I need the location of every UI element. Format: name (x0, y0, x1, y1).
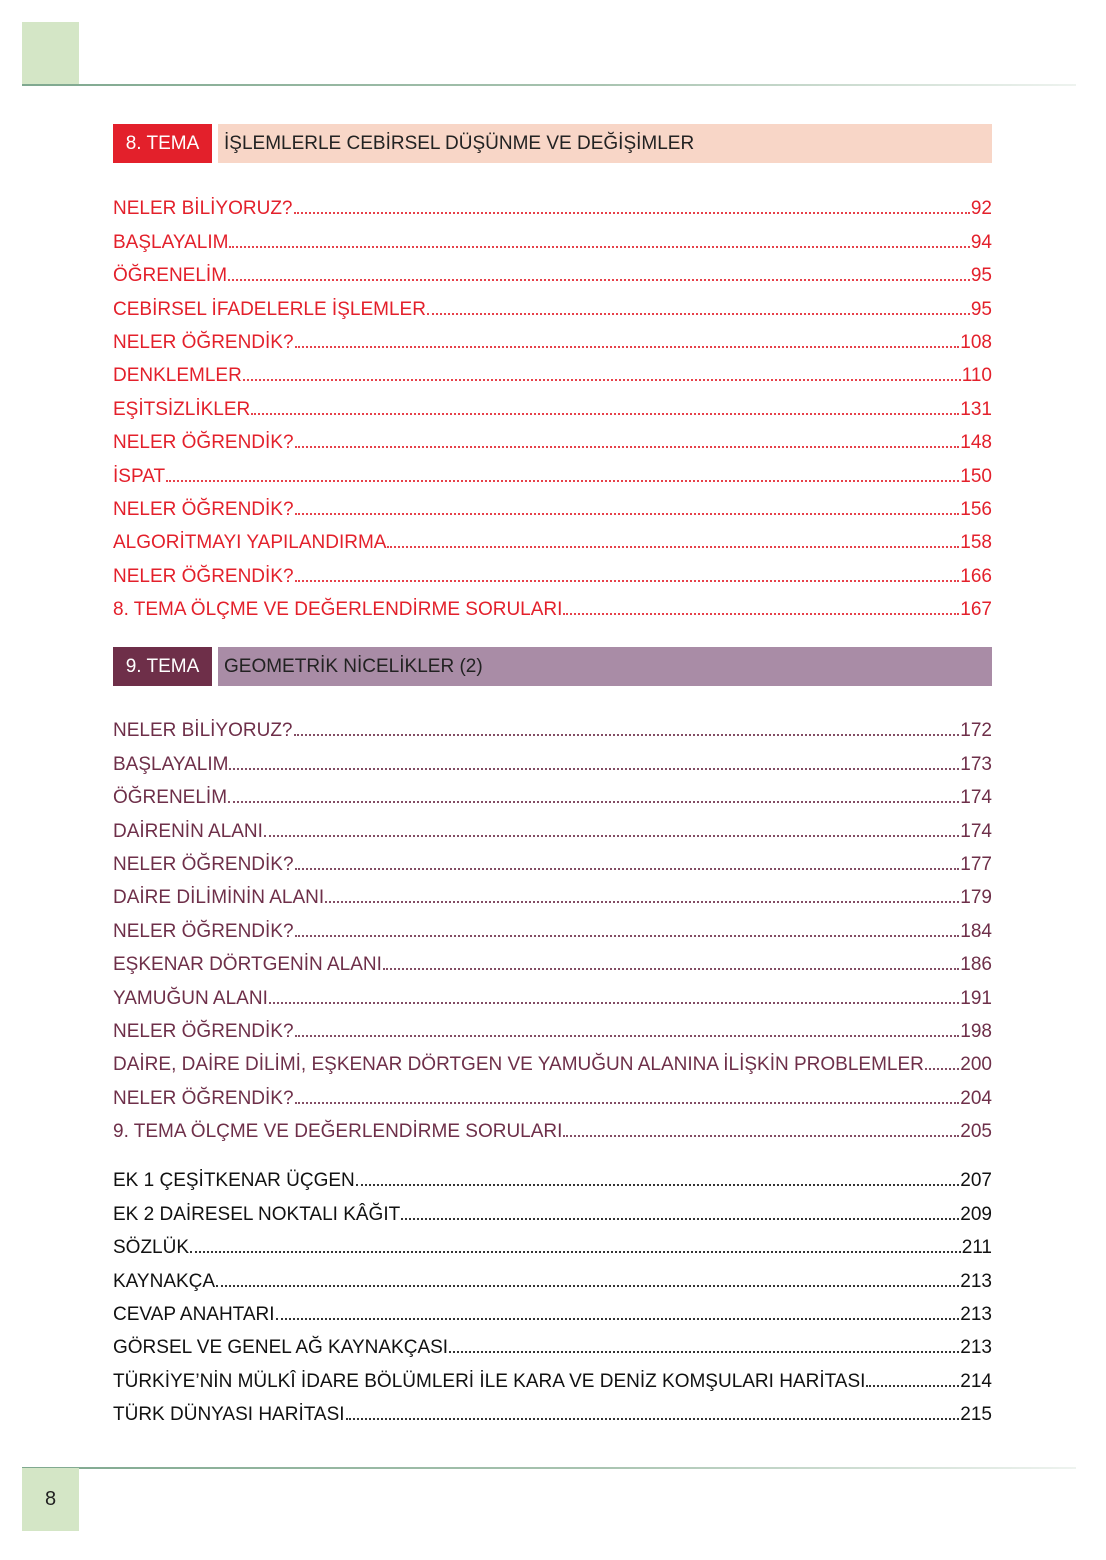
toc-entry-page: 213 (960, 1337, 992, 1359)
toc-entry-title: DAİRE, DAİRE DİLİMİ, EŞKENAR DÖRTGEN VE YAMUĞUN ALANINA İLİŞKİN PROBLEMLER (113, 1054, 924, 1076)
toc-entry-title: NELER BİLİYORUZ? (113, 198, 293, 220)
toc-entry[interactable] (113, 423, 992, 456)
dot-leader (401, 1218, 959, 1220)
toc-entry-title: KAYNAKÇA (113, 1270, 216, 1292)
dot-leader (295, 868, 960, 870)
toc-entry-title: 8. TEMA ÖLÇME VE DEĞERLENDİRME SORULARI (113, 599, 563, 621)
theme-9-toc-list (113, 711, 992, 1145)
toc-entry-page: 156 (960, 498, 992, 520)
toc-entry-page: 95 (970, 265, 992, 287)
toc-entry-title: 9. TEMA ÖLÇME VE DEĞERLENDİRME SORULARI (113, 1121, 563, 1143)
dot-leader (866, 1385, 959, 1387)
toc-entry-title: TÜRKİYE’NİN MÜLKÎ İDARE BÖLÜMLERİ İLE KARA VE DENİZ KOMŞULARI HARİTASI (113, 1370, 866, 1392)
dot-leader (295, 1102, 960, 1104)
toc-entry-title: GÖRSEL VE GENEL AĞ KAYNAKÇASI (113, 1337, 449, 1359)
toc-entry-title: NELER ÖĞRENDİK? (113, 1087, 294, 1109)
toc-entry[interactable] (113, 1361, 992, 1394)
toc-entry-page: 173 (960, 753, 992, 775)
top-rule (22, 84, 1076, 86)
dot-leader (243, 379, 961, 381)
toc-entry-title: ÖĞRENELİM (113, 265, 228, 287)
toc-entry-page: 110 (961, 365, 992, 387)
toc-entry-title: NELER ÖĞRENDİK? (113, 498, 294, 520)
toc-entry-page: 174 (960, 787, 992, 809)
toc-entry-page: 148 (960, 432, 992, 454)
toc-entry-title: EK 1 ÇEŞİTKENAR ÜÇGEN (113, 1170, 355, 1192)
dot-leader (295, 446, 960, 448)
toc-entry[interactable] (113, 711, 992, 744)
dot-leader (228, 279, 970, 281)
dot-leader (295, 513, 960, 515)
toc-entry-page: 174 (960, 820, 992, 842)
toc-entry-page: 214 (960, 1370, 992, 1392)
toc-entry-page: 131 (960, 398, 992, 420)
toc-entry-title: DAİRE DİLİMİNİN ALANI (113, 887, 325, 909)
toc-entry-page: 150 (960, 465, 992, 487)
dot-leader (383, 968, 959, 970)
toc-entry-title: BAŞLAYALIM (113, 231, 229, 253)
dot-leader (346, 1418, 960, 1420)
toc-entry-title: NELER ÖĞRENDİK? (113, 853, 294, 875)
toc-entry-page: 172 (960, 720, 992, 742)
toc-entry-page: 207 (960, 1170, 992, 1192)
toc-entry-title: EŞİTSİZLİKLER (113, 398, 251, 420)
toc-entry[interactable] (113, 945, 992, 978)
toc-entry-title: BAŞLAYALIM (113, 753, 229, 775)
toc-entry-page: 213 (960, 1270, 992, 1292)
toc-entry[interactable] (113, 189, 992, 222)
dot-leader (563, 613, 959, 615)
toc-entry-title: NELER ÖĞRENDİK? (113, 331, 294, 353)
theme-9-title: GEOMETRİK NİCELİKLER (2) (218, 647, 992, 686)
toc-entry[interactable] (113, 1328, 992, 1361)
toc-entry[interactable] (113, 1228, 992, 1261)
toc-entry-page: 186 (960, 954, 992, 976)
toc-entry-title: NELER ÖĞRENDİK? (113, 565, 294, 587)
toc-entry-page: 177 (960, 853, 992, 875)
toc-entry[interactable] (113, 778, 992, 811)
toc-entry[interactable] (113, 878, 992, 911)
theme-9-header (113, 647, 992, 686)
dot-leader (251, 413, 959, 415)
dot-leader (295, 1035, 960, 1037)
dot-leader (294, 734, 960, 736)
dot-leader (228, 801, 959, 803)
dot-leader (190, 1251, 961, 1253)
appendix-toc-list (113, 1161, 992, 1428)
toc-entry-title: EK 2 DAİRESEL NOKTALI KÂĞIT (113, 1203, 401, 1225)
bottom-rule (22, 1467, 1076, 1469)
corner-decoration-top (22, 22, 79, 85)
toc-entry-title: İSPAT (113, 465, 166, 487)
toc-entry[interactable] (113, 811, 992, 844)
toc-entry-title: TÜRK DÜNYASI HARİTASI (113, 1404, 345, 1426)
toc-entry[interactable] (113, 490, 992, 523)
toc-entry-page: 92 (970, 198, 992, 220)
toc-entry[interactable] (113, 289, 992, 322)
theme-8-number: 8. TEMA (113, 124, 212, 163)
dot-leader (295, 935, 960, 937)
toc-entry[interactable] (113, 356, 992, 389)
toc-entry[interactable] (113, 1194, 992, 1227)
toc-entry-title: CEBİRSEL İFADELERLE İŞLEMLER (113, 298, 426, 320)
dot-leader (216, 1285, 959, 1287)
toc-entry-page: 204 (960, 1087, 992, 1109)
dot-leader (925, 1068, 959, 1070)
toc-entry-page: 198 (960, 1020, 992, 1042)
toc-entry-page: 191 (960, 987, 992, 1009)
toc-entry-title: ÖĞRENELİM (113, 787, 228, 809)
toc-entry-page: 209 (960, 1203, 992, 1225)
toc-entry[interactable] (113, 1295, 992, 1328)
dot-leader (427, 313, 970, 315)
toc-entry-page: 205 (960, 1121, 992, 1143)
toc-entry[interactable] (113, 1045, 992, 1078)
toc-entry[interactable] (113, 523, 992, 556)
toc-entry-title: ALGORİTMAYI YAPILANDIRMA (113, 532, 387, 554)
theme-8-toc-list (113, 189, 992, 623)
dot-leader (229, 768, 959, 770)
toc-entry[interactable] (113, 845, 992, 878)
toc-entry[interactable] (113, 978, 992, 1011)
toc-entry-page: 215 (960, 1404, 992, 1426)
toc-entry-page: 95 (970, 298, 992, 320)
toc-entry[interactable] (113, 1161, 992, 1194)
dot-leader (264, 835, 959, 837)
toc-entry-title: CEVAP ANAHTARI (113, 1303, 275, 1325)
toc-entry[interactable] (113, 590, 992, 623)
dot-leader (387, 546, 959, 548)
toc-entry[interactable] (113, 911, 992, 944)
toc-entry-title: NELER ÖĞRENDİK? (113, 1020, 294, 1042)
toc-entry[interactable] (113, 744, 992, 777)
dot-leader (295, 346, 960, 348)
dot-leader (229, 246, 969, 248)
toc-entry[interactable] (113, 1012, 992, 1045)
toc-entry[interactable] (113, 389, 992, 422)
toc-entry-title: DENKLEMLER (113, 365, 242, 387)
toc-entry-page: 166 (960, 565, 992, 587)
toc-entry-title: NELER ÖĞRENDİK? (113, 920, 294, 942)
toc-entry-title: SÖZLÜK (113, 1237, 190, 1259)
toc-entry-title: NELER ÖĞRENDİK? (113, 432, 294, 454)
dot-leader (276, 1318, 960, 1320)
toc-entry-title: NELER BİLİYORUZ? (113, 720, 293, 742)
toc-entry-page: 108 (960, 331, 992, 353)
theme-8-title: İŞLEMLERLE CEBİRSEL DÜŞÜNME VE DEĞİŞİMLER (218, 124, 992, 163)
toc-entry-title: EŞKENAR DÖRTGENİN ALANI (113, 954, 382, 976)
toc-entry-title: YAMUĞUN ALANI (113, 987, 268, 1009)
page-number: 8 (44, 1488, 57, 1510)
toc-entry-page: 200 (960, 1054, 992, 1076)
toc-entry[interactable] (113, 1078, 992, 1111)
toc-entry[interactable] (113, 222, 992, 255)
dot-leader (295, 580, 960, 582)
dot-leader (294, 212, 970, 214)
dot-leader (563, 1135, 959, 1137)
toc-entry-page: 213 (960, 1303, 992, 1325)
dot-leader (325, 901, 959, 903)
toc-entry[interactable] (113, 1112, 992, 1145)
dot-leader (356, 1184, 960, 1186)
toc-entry[interactable] (113, 1261, 992, 1294)
toc-entry-page: 179 (960, 887, 992, 909)
toc-entry-page: 158 (960, 532, 992, 554)
toc-entry-title: DAİRENİN ALANI (113, 820, 263, 842)
toc-entry-page: 184 (960, 920, 992, 942)
theme-9-number: 9. TEMA (113, 647, 212, 686)
dot-leader (166, 480, 959, 482)
toc-entry[interactable] (113, 1395, 992, 1428)
toc-entry-page: 211 (961, 1237, 992, 1259)
theme-8-header (113, 124, 992, 163)
toc-entry[interactable] (113, 256, 992, 289)
toc-entry[interactable] (113, 323, 992, 356)
dot-leader (449, 1351, 959, 1353)
dot-leader (269, 1002, 959, 1004)
toc-entry-page: 94 (970, 231, 992, 253)
toc-entry[interactable] (113, 556, 992, 589)
toc-entry[interactable] (113, 456, 992, 489)
toc-entry-page: 167 (960, 599, 992, 621)
